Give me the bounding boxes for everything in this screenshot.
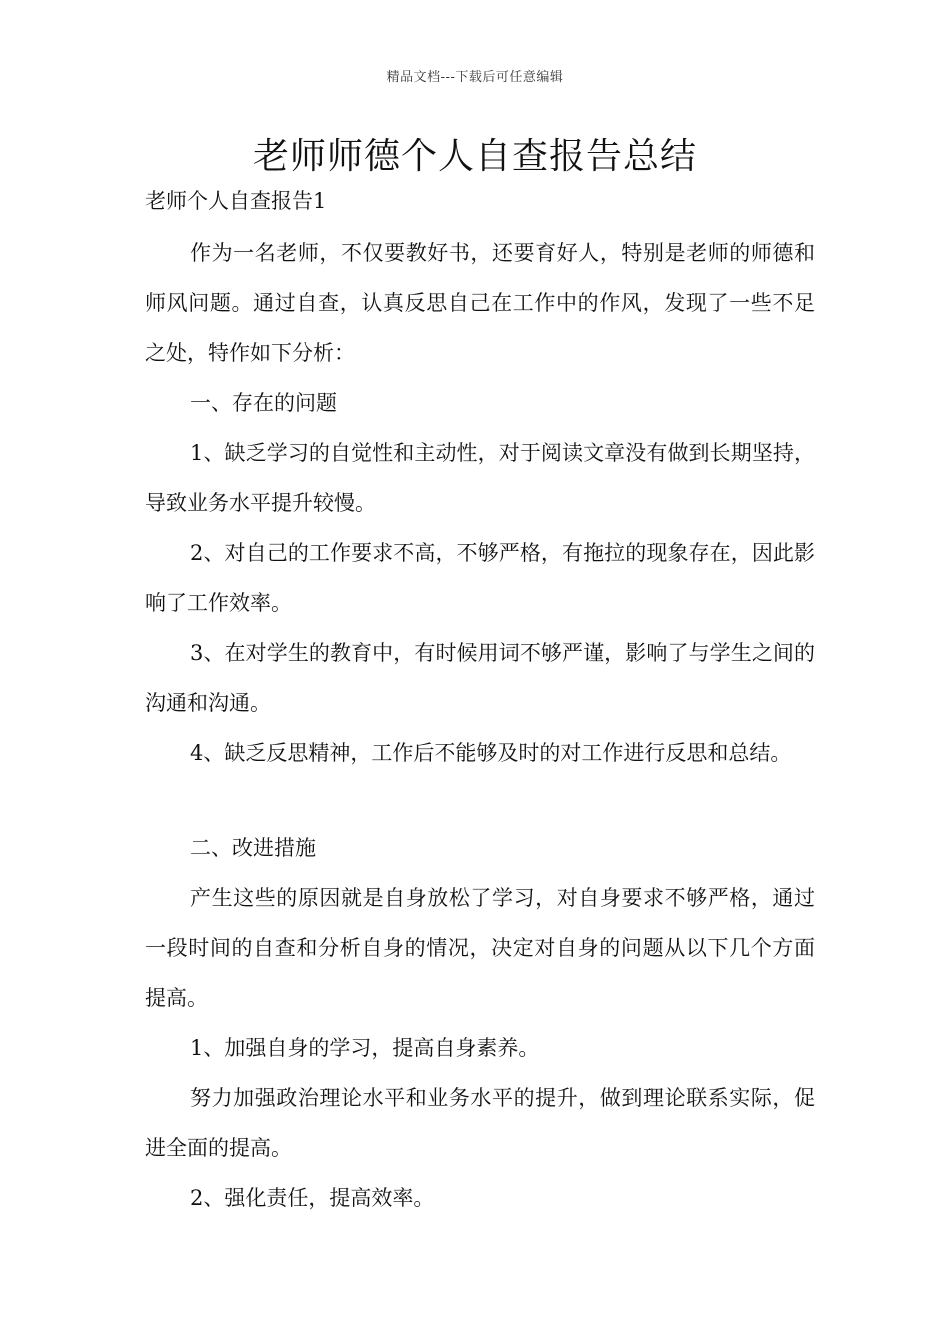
- section-heading-measures: 二、改进措施: [190, 836, 316, 860]
- measures-intro-paragraph: 产生这些的原因就是自身放松了学习，对自身要求不够严格，通过一段时间的自查和分析自身的情况，决定对自身的问题从以下几个方面提高。: [145, 886, 815, 1010]
- problem-item-2: 2、对自己的工作要求不高，不够严格，有拖拉的现象存在，因此影响了工作效率。: [145, 541, 815, 615]
- measure-item-2: 2、强化责任，提高效率。: [190, 1186, 435, 1210]
- problem-item-4: 4、缺乏反思精神，工作后不能够及时的对工作进行反思和总结。: [190, 741, 792, 765]
- measure-item-1-detail: 努力加强政治理论水平和业务水平的提升，做到理论联系实际，促进全面的提高。: [145, 1086, 815, 1160]
- problem-item-1: 1、缺乏学习的自觉性和主动性，对于阅读文章没有做到长期坚持，导致业务水平提升较慢。: [145, 441, 815, 515]
- measure-item-1: 1、加强自身的学习，提高自身素养。: [190, 1036, 540, 1060]
- document-body: [145, 186, 815, 1223]
- problem-item-3: 3、在对学生的教育中，有时候用词不够严谨，影响了与学生之间的沟通和沟通。: [145, 641, 815, 715]
- page-title: 老师师德个人自查报告总结: [252, 136, 697, 177]
- intro-paragraph: 作为一名老师，不仅要教好书，还要育好人，特别是老师的师德和师风问题。通过自查，认真反思自己在工作中的作风，发现了一些不足之处，特作如下分析：: [145, 241, 815, 365]
- report-subtitle: 老师个人自查报告1: [145, 189, 327, 213]
- blank-line: [145, 778, 815, 823]
- header-note: 精品文档---下载后可任意编辑: [386, 70, 564, 85]
- section-heading-problems: 一、存在的问题: [190, 391, 337, 415]
